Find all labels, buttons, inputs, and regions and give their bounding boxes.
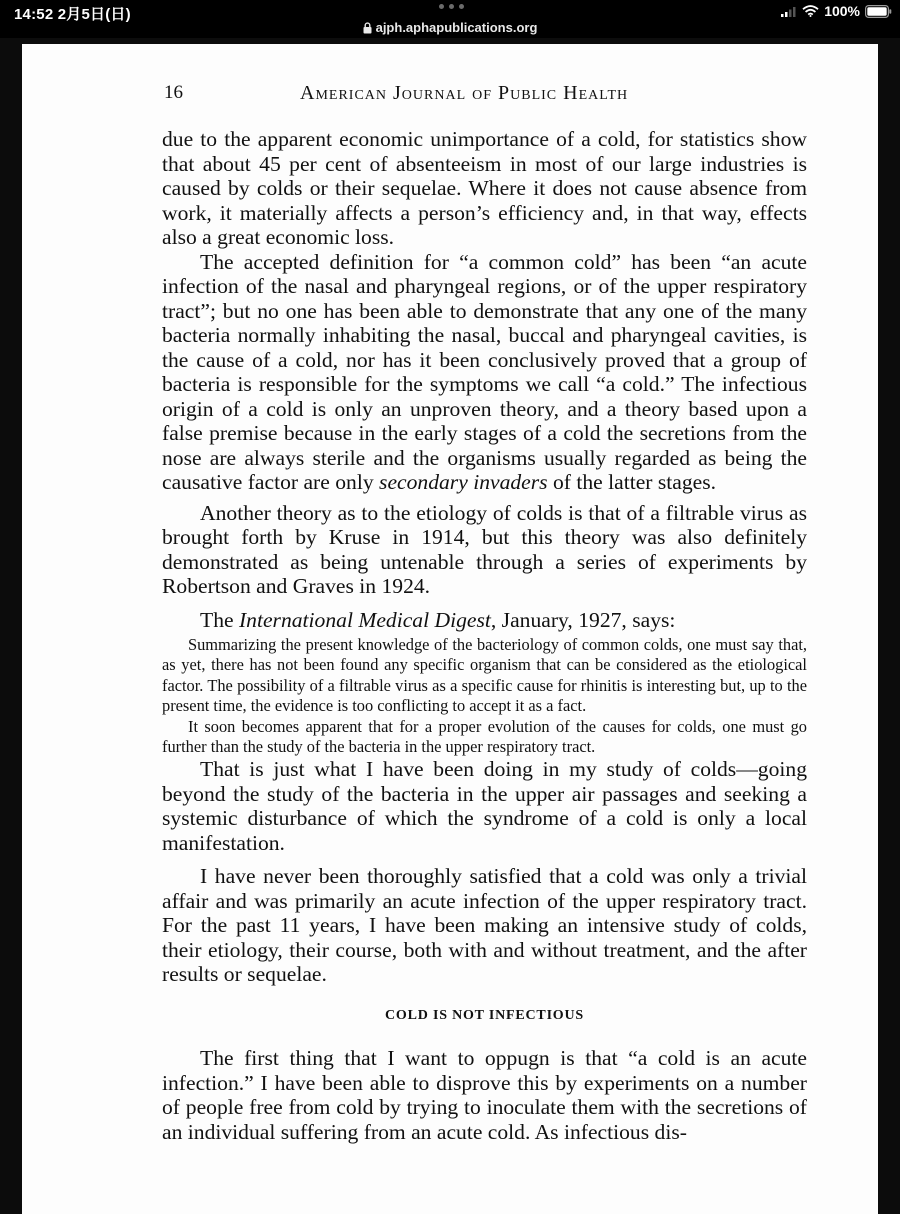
battery-percent: 100% bbox=[824, 3, 860, 19]
emphasis-text: secondary invaders bbox=[379, 470, 548, 494]
running-head: American Journal of Public Health bbox=[300, 82, 629, 104]
publication-title: International Medical Digest bbox=[238, 607, 491, 632]
address-bar[interactable] bbox=[0, 20, 900, 35]
status-indicators bbox=[781, 3, 892, 19]
paragraph-text: The bbox=[200, 607, 234, 632]
clock-time: 14:52 bbox=[14, 6, 54, 23]
paragraph: due to the apparent economic unimportance of a cold, for statistics show that about 45 per cent of absenteeism in most of our large industries is caused by colds or their sequelae. Where it does not cause absence from work, it materially affects a person’s efficiency and, in that way, effects also a great economic loss. bbox=[162, 127, 807, 249]
block-quote bbox=[162, 635, 807, 757]
paragraph-text: of the latter stages. bbox=[552, 470, 717, 494]
multitasking-dots-icon[interactable] bbox=[439, 2, 465, 10]
url-text: ajph.aphapublications.org bbox=[375, 20, 538, 35]
article-body bbox=[162, 127, 807, 1144]
paragraph: The first thing that I want to oppugn is that “a cold is an acute infection.” I have been able to disprove this by experiments on a number of people free from cold by trying to inoculate them with the secretions of an individual suffering from an acute cold. As infectious dis- bbox=[162, 1046, 807, 1144]
paragraph: Another theory as to the etiology of colds is that of a filtrable virus as brought forth by Kruse in 1914, but this theory was also definitely demonstrated as being untenable through a series of experiments by Robertson and Graves in 1924. bbox=[162, 500, 807, 598]
paragraph-text: , January, 1927, says: bbox=[490, 607, 676, 632]
journal-page[interactable] bbox=[22, 44, 878, 1214]
paragraph bbox=[162, 250, 807, 495]
wifi-icon bbox=[802, 5, 819, 17]
signal-icon bbox=[781, 6, 797, 17]
paragraph: I have never been thoroughly satisfied that a cold was only a trivial affair and was primarily an acute infection of the upper respiratory tract. For the past 11 years, I have been making an intensive study of colds, their etiology, their course, both with and without treatment, and the after results or sequelae. bbox=[162, 864, 807, 987]
quote-paragraph: It soon becomes apparent that for a proper evolution of the causes for colds, one must go further than the study of the bacteria in the upper respiratory tract. bbox=[162, 716, 807, 757]
paragraph-text: The accepted definition for “a common cold” has been “an acute infection of the nasal and pharyngeal regions, or of the upper respiratory tract”; but no one has been able to demonstrate that any one of the many bacteria normally inhabiting the nasal, buccal and pharyngeal cavities, is the cause of a cold, nor has it been conclusively proved that a group of bacteria is responsible for the symptoms we call “a cold.” The infectious origin of a cold is only an unproven theory, and a theory based upon a false premise because in the early stages of a cold the secretions from the nose are always sterile and the organisms usually regarded as being the causative factor are only bbox=[162, 249, 807, 494]
status-bar bbox=[0, 0, 900, 38]
paragraph bbox=[162, 608, 807, 633]
battery-icon bbox=[865, 5, 892, 18]
lock-icon bbox=[363, 22, 372, 34]
clock-date: 2月5日(日) bbox=[57, 6, 131, 23]
quote-paragraph: Summarizing the present knowledge of the bacteriology of common colds, one must say that, as yet, there has not been found any specific organism that can be considered as the etiological factor. The possibility of a filtrable virus as a specific cause for rhinitis is interesting but, up to the present time, the evidence is too conflicting to accept it as a fact. bbox=[162, 635, 807, 716]
page-number: 16 bbox=[164, 82, 183, 103]
section-heading: COLD IS NOT INFECTIOUS bbox=[385, 1007, 584, 1023]
paragraph: That is just what I have been doing in my study of colds—going beyond the study of the bacteria in the upper air passages and seeking a systemic disturbance of which the syndrome of a cold is only a local manifestation. bbox=[162, 757, 807, 855]
